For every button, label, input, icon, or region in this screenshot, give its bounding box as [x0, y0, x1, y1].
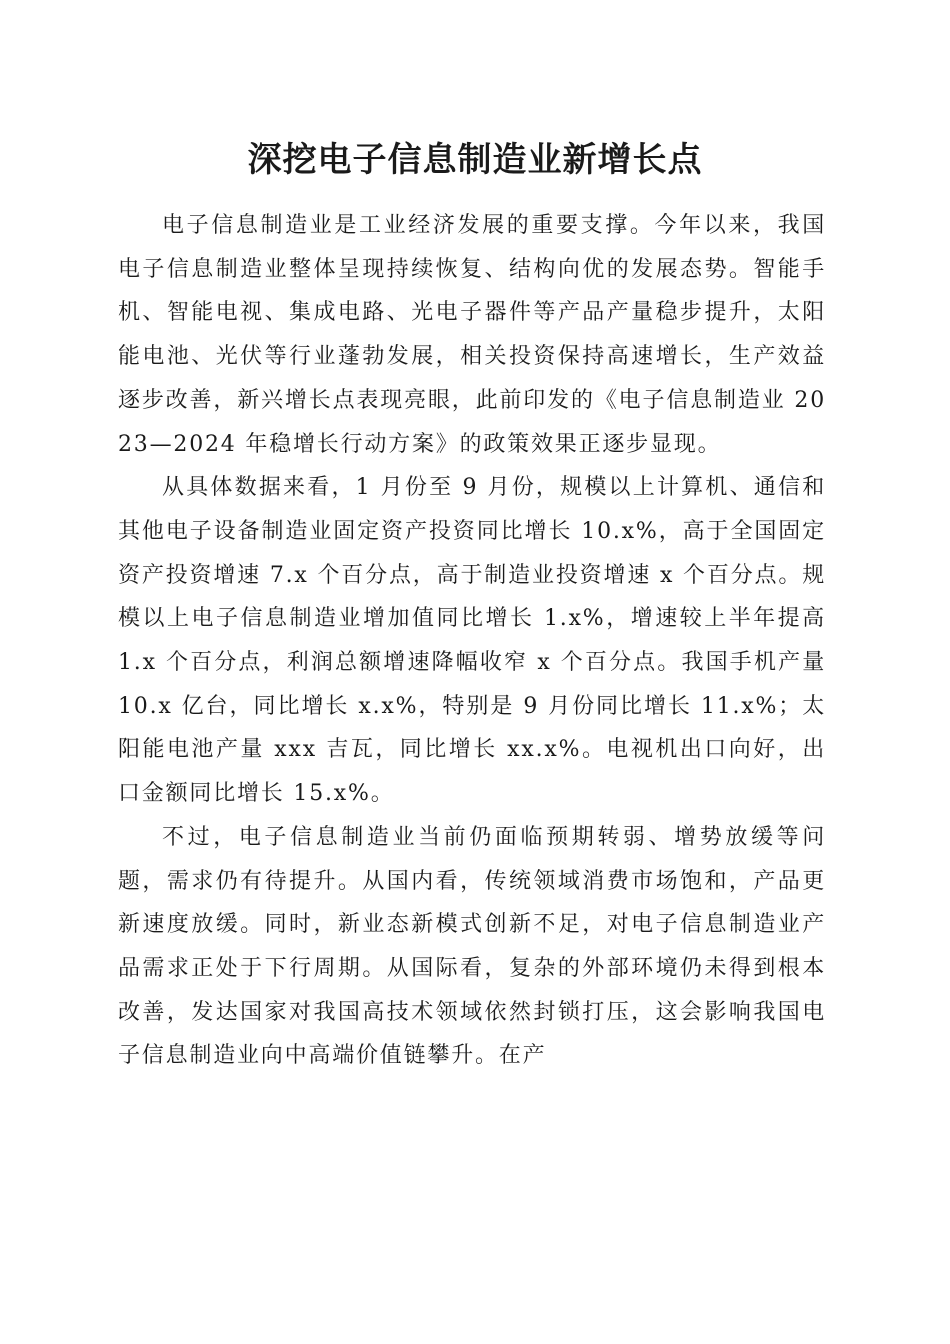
paragraph-1: 电子信息制造业是工业经济发展的重要支撑。今年以来，我国电子信息制造业整体呈现持续恢复、结构向优的发展态势。智能手机、智能电视、集成电路、光电子器件等产品产量稳步提升，太阳能电池、光伏等行业蓬勃发展，相关投资保持高速增长，生产效益逐步改善，新兴增长点表现亮眼，此前印发的《电子信息制造业 2023—2024 年稳增长行动方案》的政策效果正逐步显现。: [118, 213, 826, 457]
document-title: 深挖电子信息制造业新增长点: [247, 140, 703, 180]
paragraph-2: 从具体数据来看，1 月份至 9 月份，规模以上计算机、通信和其他电子设备制造业固定资产投资同比增长 10.x%，高于全国固定资产投资增速 7.x 个百分点，高于制造业投资增速 x 个百分点。规模以上电子信息制造业增加值同比增长 1.x%，增速较上半年提高 1.x 个百分点，利润总额增速降幅收窄 x 个百分点。我国手机产量 10.x 亿台，同比增长 x.x%，特别是 9 月份同比增长 11.x%；太阳能电池产量 xxx 吉瓦，同比增长 xx.x%。电视机出口向好，出口金额同比增长 15.x%。: [118, 475, 826, 807]
paragraph-3: 不过，电子信息制造业当前仍面临预期转弱、增势放缓等问题，需求仍有待提升。从国内看，传统领域消费市场饱和，产品更新速度放缓。同时，新业态新模式创新不足，对电子信息制造业产品需求正处于下行周期。从国际看，复杂的外部环境仍未得到根本改善，发达国家对我国高技术领域依然封锁打压，这会影响我国电子信息制造业向中高端价值链攀升。在产: [118, 824, 826, 1069]
document-body: [118, 204, 826, 1078]
